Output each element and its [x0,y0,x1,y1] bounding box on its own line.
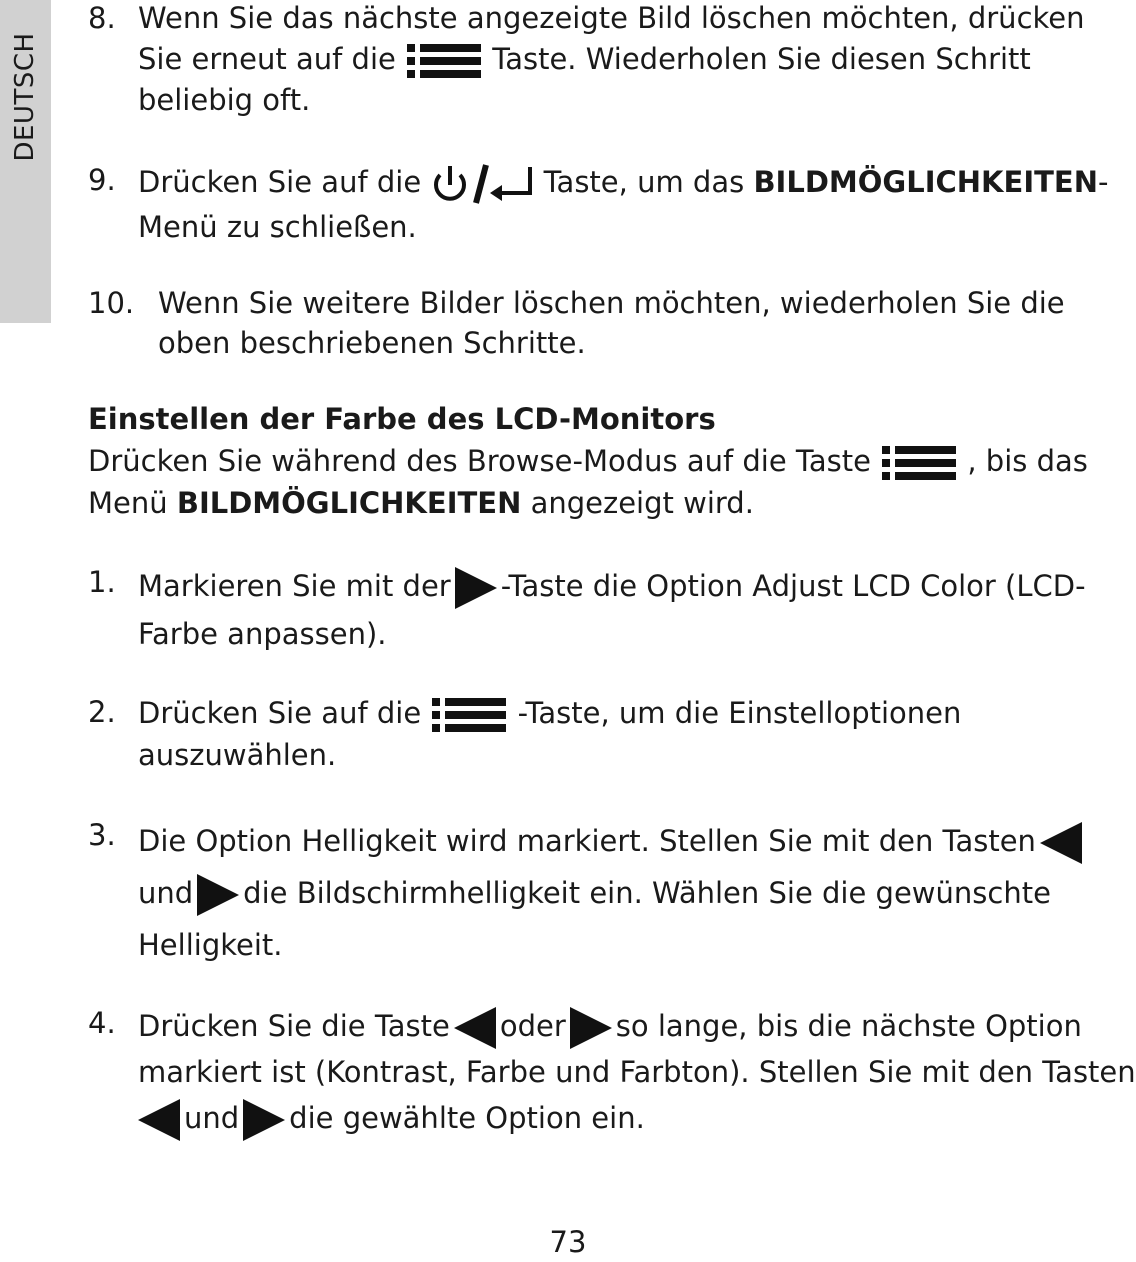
step-number: 1. [88,565,116,599]
step-text: Die Option Helligkeit wird markiert. Stellen Sie mit den Tasten [138,824,1036,858]
right-arrow-icon [197,874,239,916]
step-text: so lange, bis die nächste Option markiert ist (Kontrast, Farbe und Farbton). Stellen Sie mit den Tasten [138,1009,1136,1089]
step-number: 4. [88,1006,116,1040]
section-text: Drücken Sie während des Browse-Modus auf die Taste [88,444,871,478]
right-arrow-icon [243,1099,285,1141]
step-text: Wenn Sie das nächste angezeigte Bild löschen möchten, drücken Sie erneut auf die [138,1,1085,76]
step-text: -Taste die Option Adjust LCD Color (LCD-Farbe anpassen). [138,569,1086,651]
step-text: und [184,1101,240,1135]
step-text: Taste. Wiederholen Sie diesen Schritt beliebig oft. [138,42,1031,117]
language-tab-label: DEUTSCH [10,32,40,162]
step-text: und [138,876,194,910]
section-heading: Einstellen der Farbe des LCD-Monitors [88,402,716,436]
language-tab [0,0,51,323]
page-number: 73 [549,1225,587,1259]
step-number: 2. [88,695,116,729]
step-text: oder [499,1009,566,1043]
step-text: -Taste, um die Einstelloptionen auszuwählen. [138,696,962,772]
menu-icon [407,43,481,79]
left-arrow-icon [1040,822,1082,864]
left-arrow-icon [454,1007,496,1049]
step-number: 8. [88,1,116,35]
step-text: Drücken Sie auf die [138,165,422,199]
step-text: Wenn Sie weitere Bilder löschen möchten, wiederholen Sie die oben beschriebenen Schritte. [158,286,1065,360]
section [88,398,1136,524]
section-text: angezeigt wird. [530,486,754,520]
step-text: Drücken Sie die Taste [138,1009,450,1043]
step-number: 9. [88,163,116,197]
step-number: 10. [88,286,135,320]
section-text: , bis das Menü [88,444,1088,520]
step-text: -Menü zu schließen. [138,165,1109,244]
menu-name: BILDMÖGLICHKEITEN [753,165,1098,199]
right-arrow-icon [570,1007,612,1049]
step-text: Taste, um das [543,165,745,199]
right-arrow-icon [455,567,497,609]
step-text: Drücken Sie auf die [138,696,422,730]
step-text: die Bildschirmhelligkeit ein. Wählen Sie die gewünschte Helligkeit. [138,876,1051,962]
menu-icon [882,445,956,481]
step-text: die gewählte Option ein. [289,1101,645,1135]
menu-name: BILDMÖGLICHKEITEN [176,486,522,520]
power-enter-icon [430,163,534,205]
left-arrow-icon [138,1099,180,1141]
menu-icon [432,697,506,733]
step-text: Markieren Sie mit der [138,569,451,603]
step-number: 3. [88,818,116,852]
